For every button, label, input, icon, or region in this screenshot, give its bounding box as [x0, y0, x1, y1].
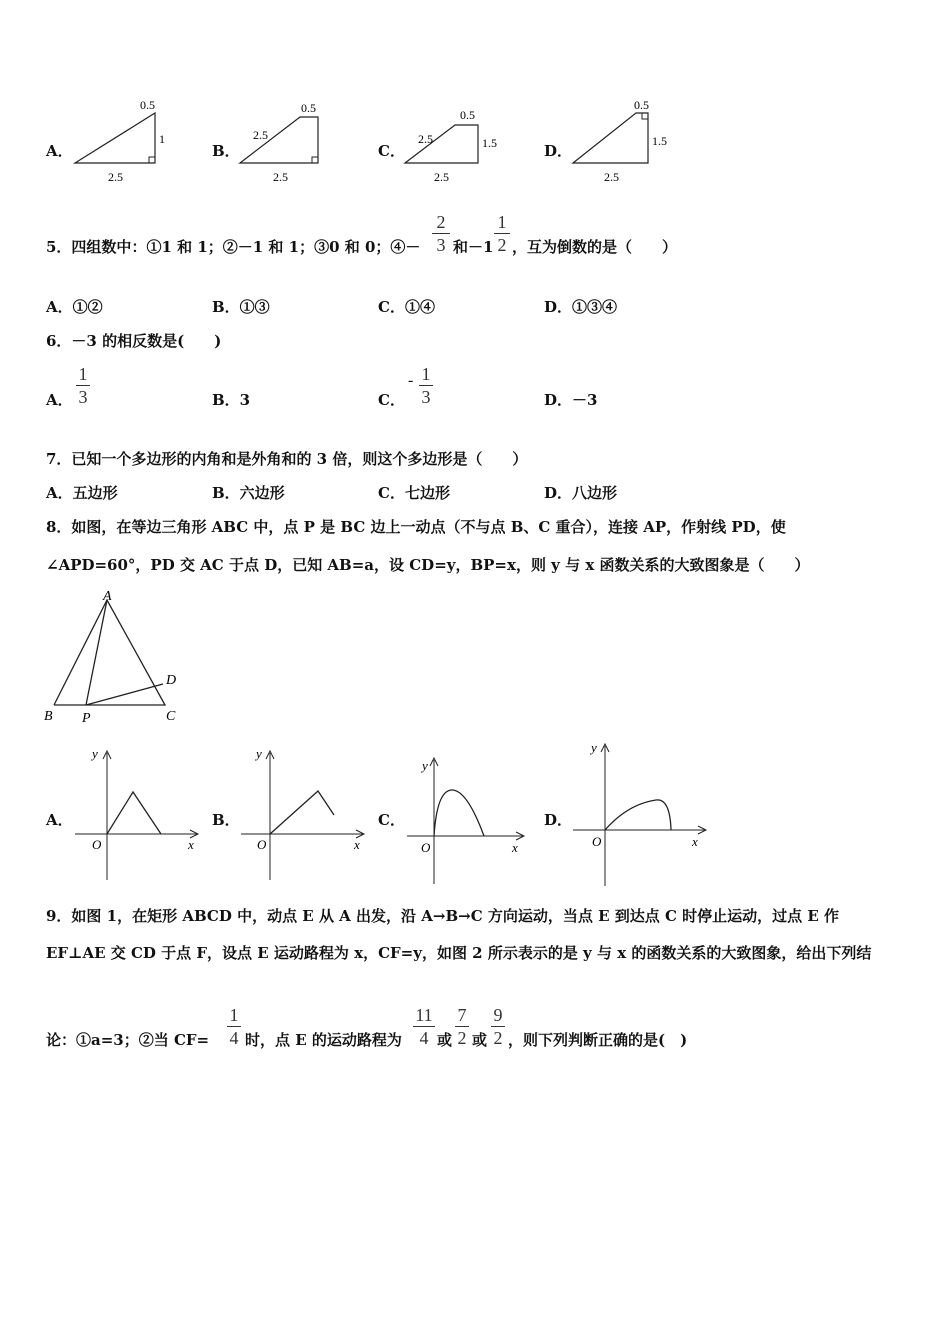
q8-line-2: ∠APD=60°，PD 交 AC 于点 D，已知 AB=a，设 CD=y，BP=x，则 y 与 x 函数关系的大致图象是（ ） [46, 556, 810, 574]
q4d-side: 1.5 [652, 134, 667, 148]
q6-option-d: D．－3 [544, 391, 598, 409]
q8-label-a: A [103, 589, 112, 604]
q6-option-b: B．3 [212, 391, 251, 409]
q9-line-2: EF⊥AE 交 CD 于点 F，设点 E 运动路程为 x，CF=y，如图 2 所示表示的是 y 与 x 的函数关系的大致图象，给出下列结 [46, 944, 872, 962]
q8-graph-a-label: A． [46, 811, 73, 829]
q6-c-sign: - [408, 372, 414, 389]
q6-option-a-label: A． [46, 391, 73, 409]
q8c-origin: O [421, 840, 431, 855]
q8-label-c: C [166, 709, 176, 724]
q8-label-p: P [82, 711, 91, 726]
q8-graph-c-label: C． [378, 811, 405, 829]
q4-figure-a [70, 95, 180, 190]
q6-option-c-fraction [419, 364, 433, 407]
q8-graph-d-label: D． [544, 811, 573, 829]
q8-graph-b-label: B． [212, 811, 240, 829]
q6-c-num: 1 [421, 364, 431, 384]
q8-graph-a [70, 745, 205, 885]
q9-line-3b: 时，点 E 的运动路程为 [245, 1031, 402, 1049]
q9-f2-num: 11 [415, 1005, 433, 1025]
q6-option-c-label: C． [378, 391, 405, 409]
q8-line-1: 8．如图，在等边三角形 ABC 中，点 P 是 BC 边上一动点（不与点 B、C 重合），连接 AP，作射线 PD，使 [46, 518, 786, 536]
q5-stem-c: ，互为倒数的是（ ） [512, 238, 678, 256]
q9-fraction-2 [413, 1005, 435, 1048]
q4-option-a-label: A． [46, 142, 73, 160]
q8-graph-c [402, 752, 532, 887]
q9-line-1: 9．如图 1，在矩形 ABCD 中，动点 E 从 A 出发，沿 A→B→C 方向运动，当点 E 到达点 C 时停止运动，过点 E 作 [46, 907, 840, 925]
q5-option-a: A．①② [46, 298, 103, 316]
q9-f3-num: 7 [457, 1005, 467, 1025]
q4d-top: 0.5 [634, 98, 649, 112]
q4-option-d-label: D． [544, 142, 573, 160]
q9-f4-den: 2 [493, 1028, 503, 1048]
q7-option-a: A．五边形 [46, 484, 118, 502]
q9-f1-den: 4 [229, 1028, 239, 1048]
q8-graph-d [568, 738, 713, 888]
q5-f2-num: 1 [497, 212, 507, 232]
q8b-y-label: y [256, 746, 262, 761]
q4c-top: 0.5 [460, 108, 475, 122]
q8-graph-b [236, 745, 371, 885]
q4-figure-b [235, 95, 345, 190]
q8d-x-label: x [692, 834, 698, 849]
q9-or-1: 或 [437, 1031, 453, 1049]
q9-f2-den: 4 [419, 1028, 429, 1048]
q5-stem-a: 5．四组数中：①1 和 1；②－1 和 1；③0 和 0；④－ [46, 238, 421, 256]
q4-figure-d [568, 95, 678, 190]
q4c-hyp: 2.5 [418, 132, 433, 146]
q8b-x-label: x [354, 837, 360, 852]
q4c-side: 1.5 [482, 136, 497, 150]
q9-fraction-1 [227, 1005, 241, 1048]
q4-option-b-label: B． [212, 142, 240, 160]
q9-f1-num: 1 [229, 1005, 239, 1025]
q5-option-c: C．①④ [378, 298, 435, 316]
q9-line-3a: 论：①a=3；②当 CF= [46, 1031, 210, 1049]
q4a-top: 0.5 [140, 98, 155, 112]
q4a-bottom: 2.5 [108, 170, 123, 184]
q4b-top: 0.5 [301, 101, 316, 115]
q6-option-a-fraction [76, 364, 90, 407]
q6-a-num: 1 [78, 364, 88, 384]
q5-option-d: D．①③④ [544, 298, 618, 316]
q4d-bottom: 2.5 [604, 170, 619, 184]
q6-a-den: 3 [78, 387, 88, 407]
q5-stem-b: 和－1 [453, 238, 494, 256]
q8-triangle-figure [40, 588, 185, 728]
q8d-origin: O [592, 834, 602, 849]
q4c-bottom: 2.5 [434, 170, 449, 184]
q4b-hyp: 2.5 [253, 128, 268, 142]
q4-figure-c [400, 95, 510, 190]
q9-fraction-3 [455, 1005, 469, 1048]
q6-stem: 6．－3 的相反数是( ) [46, 332, 222, 350]
q5-fraction-1 [432, 212, 450, 255]
q5-fraction-2 [494, 212, 510, 255]
q7-option-c: C．七边形 [378, 484, 450, 502]
q5-f2-den: 2 [497, 235, 507, 255]
q5-option-b: B．①③ [212, 298, 270, 316]
q8-label-b: B [44, 709, 53, 724]
q8c-y-label: y [422, 758, 428, 773]
q8-label-d: D [166, 673, 177, 688]
q8a-x-label: x [188, 837, 194, 852]
q7-option-b: B．六边形 [212, 484, 285, 502]
q8b-origin: O [257, 837, 267, 852]
q4b-bottom: 2.5 [273, 170, 288, 184]
q5-f1-den: 3 [436, 235, 446, 255]
q4-option-c-label: C． [378, 142, 405, 160]
q9-fraction-4 [491, 1005, 505, 1048]
q5-f1-num: 2 [436, 212, 446, 232]
q9-f4-num: 9 [493, 1005, 503, 1025]
q4a-side: 1 [159, 132, 165, 146]
q9-f3-den: 2 [457, 1028, 467, 1048]
q8a-origin: O [92, 837, 102, 852]
q7-option-d: D．八边形 [544, 484, 618, 502]
q8c-x-label: x [512, 840, 518, 855]
q7-stem: 7．已知一个多边形的内角和是外角和的 3 倍，则这个多边形是（ ） [46, 450, 528, 468]
q9-line-3e: ，则下列判断正确的是( ) [508, 1031, 688, 1049]
q9-or-2: 或 [472, 1031, 488, 1049]
q6-c-den: 3 [421, 387, 431, 407]
q8a-y-label: y [92, 746, 98, 761]
q8d-y-label: y [591, 740, 597, 755]
